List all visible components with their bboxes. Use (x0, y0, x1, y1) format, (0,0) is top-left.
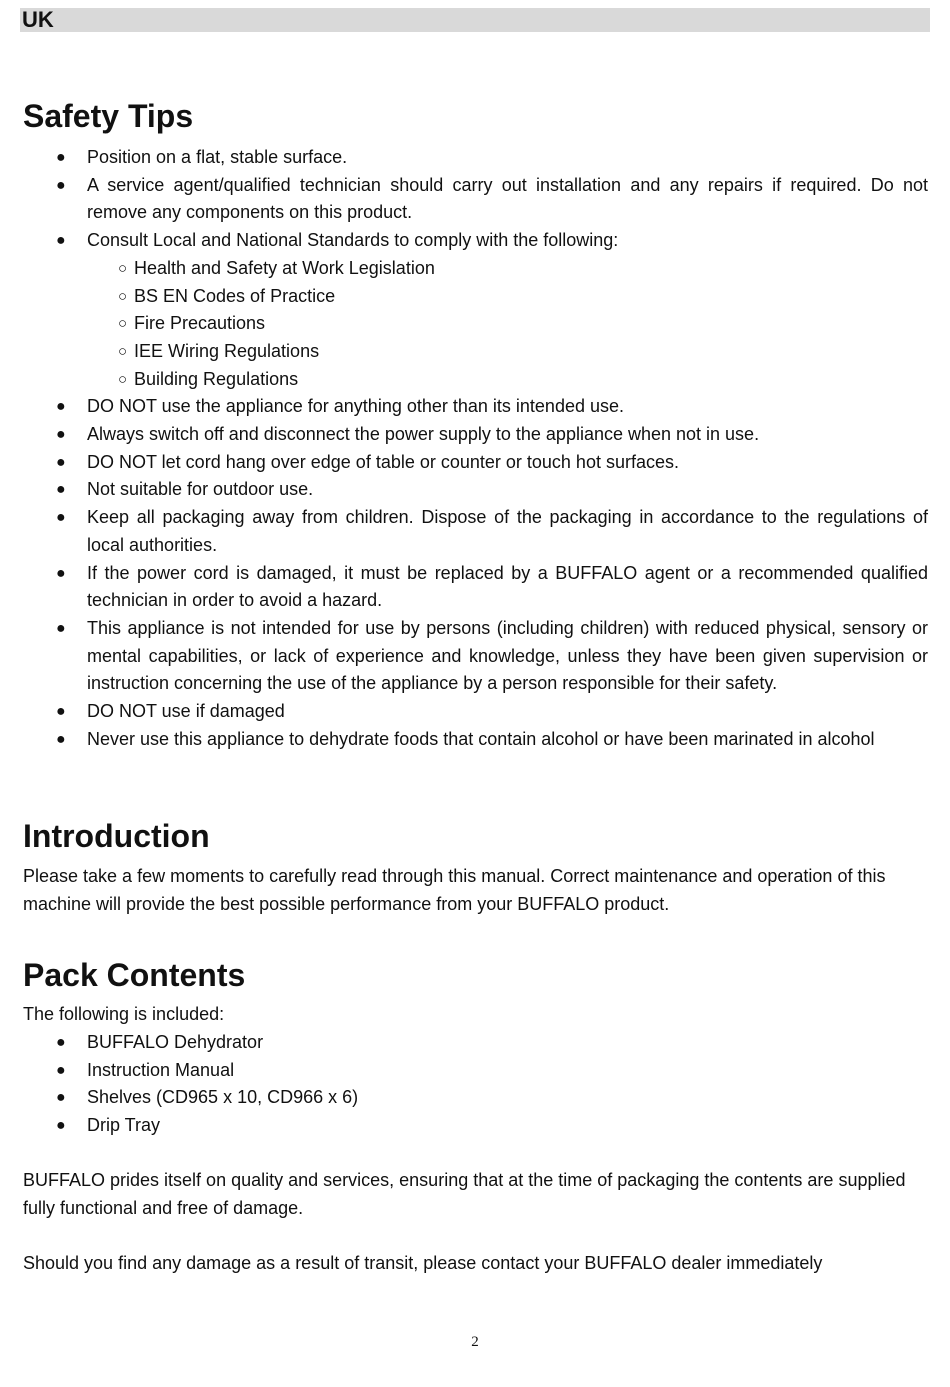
bullet-icon: ● (56, 1034, 66, 1051)
list-item: ● Position on a flat, stable surface. (0, 144, 950, 172)
language-code: UK (22, 7, 54, 32)
damage-notice: Should you find any damage as a result of transit, please contact your BUFFALO dealer immediately (23, 1253, 823, 1273)
standards-sublist (87, 255, 928, 394)
introduction-text: Please take a few moments to carefully read through this manual. Correct maintenance and operation of this machine will provide the best possible performance from your BUFFALO product. (23, 866, 886, 914)
language-header-bar (20, 8, 930, 32)
list-item: ● Never use this appliance to dehydrate foods that contain alcohol or have been marinated in alcohol (0, 726, 950, 754)
safety-tips-heading: Safety Tips (23, 98, 194, 134)
bullet-icon: ● (56, 1089, 66, 1107)
quality-statement: BUFFALO prides itself on quality and services, ensuring that at the time of packaging the contents are supplied fully functional and free of damage. (23, 1170, 906, 1218)
introduction-heading: Introduction (23, 818, 210, 854)
bullet-icon: ● (56, 703, 66, 721)
list-item: ● This appliance is not intended for use by persons (including children) with reduced physical, sensory or mental capabilities, or lack of experience and knowledge, unless they have been given supervision or instruction concerning the use of the appliance by a person responsible for their safety. (0, 615, 950, 698)
list-item: ● BUFFALO Dehydrator (0, 1029, 950, 1057)
list-item: ● DO NOT let cord hang over edge of table or counter or touch hot surfaces. (0, 449, 950, 477)
list-item: ● Shelves (CD965 x 10, CD966 x 6) (0, 1084, 950, 1112)
list-item: ○ Fire Precautions (87, 310, 928, 338)
list-item: ● Not suitable for outdoor use. (0, 476, 950, 504)
bullet-icon: ● (56, 232, 66, 250)
bullet-icon: ● (56, 453, 66, 471)
list-item: ● Instruction Manual (0, 1057, 950, 1085)
list-item: ● DO NOT use if damaged (0, 698, 950, 726)
list-item: ● A service agent/qualified technician should carry out installation and any repairs if required. Do not remove any components on this product. (0, 172, 950, 227)
bullet-icon: ● (56, 730, 66, 748)
safety-tips-list (0, 144, 950, 753)
pack-contents-heading: Pack Contents (23, 957, 246, 993)
bullet-icon: ● (56, 619, 66, 637)
page-number: 2 (471, 1334, 479, 1350)
bullet-icon: ● (56, 176, 66, 194)
list-item: ● Always switch off and disconnect the power supply to the appliance when not in use. (0, 421, 950, 449)
list-item: ● DO NOT use the appliance for anything other than its intended use. (0, 393, 950, 421)
bullet-icon: ● (56, 1117, 66, 1135)
bullet-icon: ● (56, 149, 66, 166)
circle-bullet-icon: ○ (118, 342, 128, 360)
bullet-icon: ● (56, 481, 66, 499)
bullet-icon: ● (56, 509, 66, 527)
list-item: ○ Health and Safety at Work Legislation (87, 255, 928, 283)
list-item: ● Consult Local and National Standards to comply with the following: ○ Health and Safety at Work Legislation ○ BS EN Codes of Practice ○ Fire Precautions ○ IEE Wiring Regulations ○ Building Regulations (0, 227, 950, 393)
list-item: ○ Building Regulations (87, 366, 928, 394)
bullet-icon: ● (56, 398, 66, 416)
list-item: ● Drip Tray (0, 1112, 950, 1140)
bullet-icon: ● (56, 1061, 66, 1079)
circle-bullet-icon: ○ (118, 259, 128, 277)
list-item: ● Keep all packaging away from children. Dispose of the packaging in accordance to the regulations of local authorities. (0, 504, 950, 559)
circle-bullet-icon: ○ (118, 287, 128, 305)
list-item: ○ BS EN Codes of Practice (87, 283, 928, 311)
pack-contents-list (0, 1029, 950, 1140)
circle-bullet-icon: ○ (118, 315, 128, 333)
circle-bullet-icon: ○ (118, 370, 128, 388)
list-item: ● If the power cord is damaged, it must be replaced by a BUFFALO agent or a recommended qualified technician in order to avoid a hazard. (0, 560, 950, 615)
bullet-icon: ● (56, 426, 66, 444)
list-item: ○ IEE Wiring Regulations (87, 338, 928, 366)
pack-contents-lead: The following is included: (23, 1004, 225, 1024)
bullet-icon: ● (56, 564, 66, 582)
